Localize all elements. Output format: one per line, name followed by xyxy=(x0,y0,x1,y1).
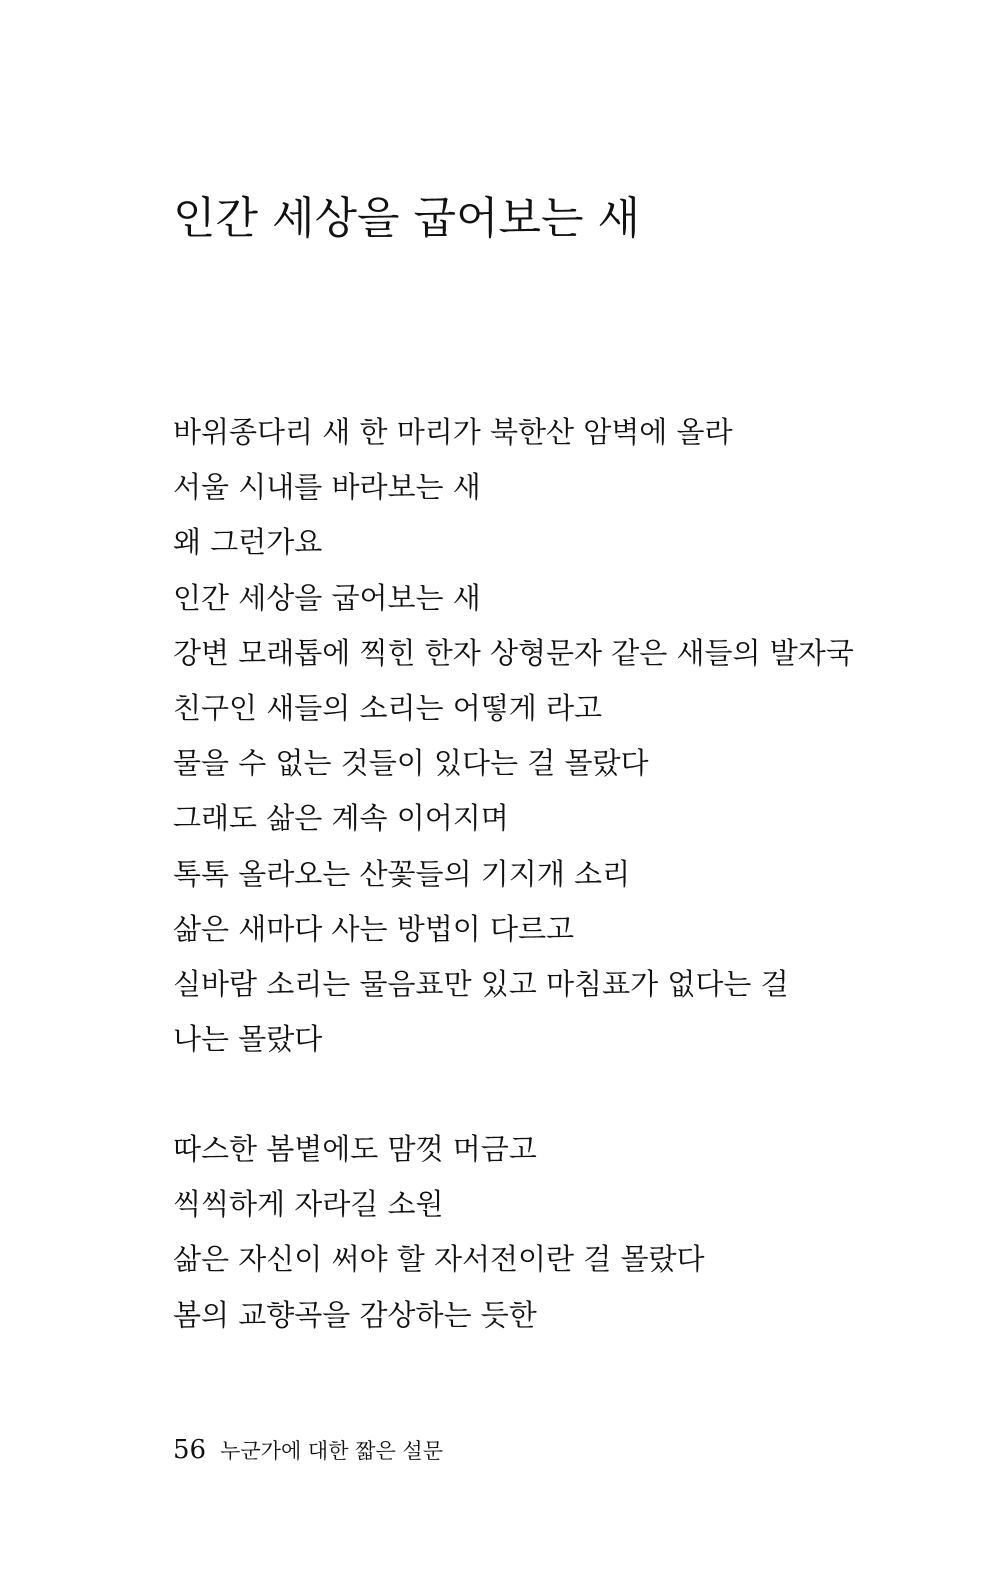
poem-line: 인간 세상을 굽어보는 새 xyxy=(173,580,481,615)
page-number: 56 xyxy=(173,1435,207,1465)
poem-line: 따스한 봄볕에도 맘껏 머금고 xyxy=(173,1132,537,1166)
poem-line: 물을 수 없는 것들이 있다는 걸 몰랐다 xyxy=(173,746,649,781)
poem-line: 강변 모래톱에 찍힌 한자 상형문자 같은 새들의 발자국 xyxy=(173,635,854,670)
poem-line: 바위종다리 새 한 마리가 북한산 암벽에 올라 xyxy=(173,415,733,449)
poem-line: 삶은 자신이 써야 할 자서전이란 걸 몰랐다 xyxy=(173,1242,705,1277)
stanza-2 xyxy=(173,1122,705,1343)
poem-line: 씩씩하게 자라길 소원 xyxy=(173,1187,444,1222)
poem-line: 왜 그런가요 xyxy=(173,525,323,560)
poem-line: 실바람 소리는 물음표만 있고 마침표가 없다는 걸 xyxy=(173,966,789,1001)
poem-line: 친구인 새들의 소리는 어떻게 라고 xyxy=(173,690,603,725)
page-footer xyxy=(173,1430,443,1470)
running-book-title: 누군가에 대한 짧은 설문 xyxy=(220,1439,443,1463)
poem-line: 나는 몰랐다 xyxy=(173,1022,323,1057)
poem-line: 봄의 교향곡을 감상하는 듯한 xyxy=(173,1297,537,1332)
poem-line: 서울 시내를 바라보는 새 xyxy=(173,470,481,505)
stanza-1 xyxy=(173,405,854,1067)
poem-title: 인간 세상을 굽어보는 새 xyxy=(173,193,640,244)
poem-line: 톡톡 올라오는 산꽃들의 기지개 소리 xyxy=(173,856,631,891)
poem-line: 삶은 새마다 사는 방법이 다르고 xyxy=(173,911,575,946)
poem-line: 그래도 삶은 계속 이어지며 xyxy=(173,801,509,836)
